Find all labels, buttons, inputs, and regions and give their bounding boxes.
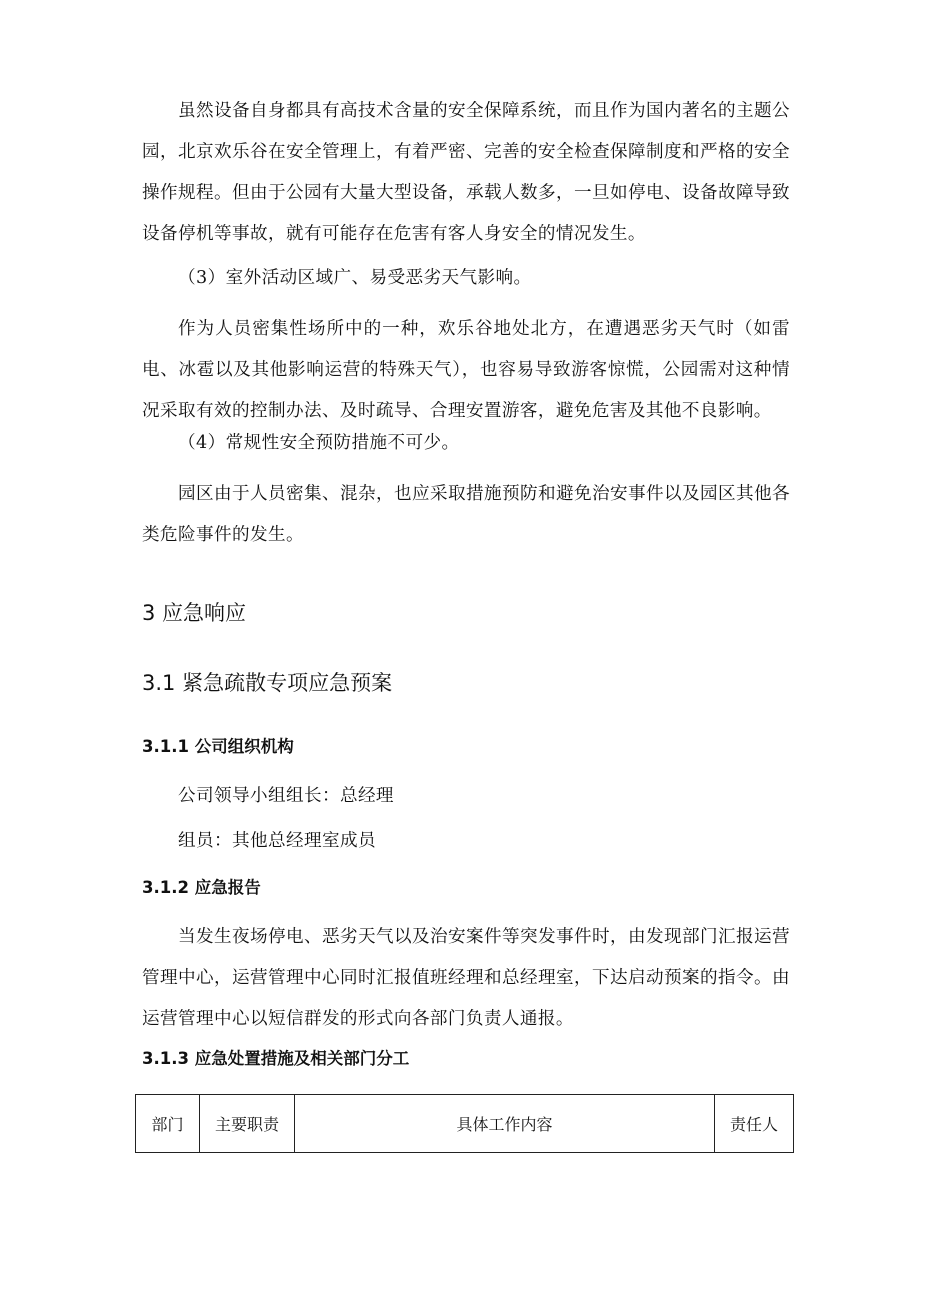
org-leader-line: 公司领导小组组长：总经理: [178, 786, 394, 806]
heading-emergency-response: 3 应急响应: [142, 601, 247, 625]
paragraph-emergency-report: 当发生夜场停电、恶劣天气以及治安案件等突发事件时，由发现部门汇报运营管理中心，运营管理中心同时汇报值班经理和总经理室，下达启动预案的指令。由运营管理中心以短信群发的形式向各部门负责人通报。: [142, 927, 790, 1029]
list-item-routine-safety: （4）常规性安全预防措施不可少。: [178, 433, 460, 453]
list-item-outdoor-weather: （3）室外活动区域广、易受恶劣天气影响。: [178, 268, 532, 288]
paragraph-equipment-safety: 虽然设备自身都具有高技术含量的安全保障系统，而且作为国内著名的主题公园，北京欢乐谷在安全管理上，有着严密、完善的安全检查保障制度和严格的安全操作规程。但由于公园有大量大型设备，承载人数多，一旦如停电、设备故障导致设备停机等事故，就有可能存在危害有客人身安全的情况发生。: [142, 101, 790, 244]
heading-organization: 3.1.1 公司组织机构: [142, 737, 294, 756]
paragraph-crowd-security: 园区由于人员密集、混杂，也应采取措施预防和避免治安事件以及园区其他各类危险事件的发生。: [142, 484, 790, 545]
table-header-row: [136, 1095, 794, 1153]
header-work-content: 具体工作内容: [295, 1095, 715, 1153]
heading-disposal-measures: 3.1.3 应急处置措施及相关部门分工: [142, 1049, 410, 1068]
heading-emergency-report: 3.1.2 应急报告: [142, 878, 261, 897]
paragraph-weather-impact: 作为人员密集性场所中的一种，欢乐谷地处北方，在遭遇恶劣天气时（如雷电、冰雹以及其他影响运营的特殊天气），也容易导致游客惊慌，公园需对这种情况采取有效的控制办法、及时疏导、合理安置游客，避免危害及其他不良影响。: [142, 319, 790, 421]
org-members-line: 组员：其他总经理室成员: [178, 831, 376, 851]
heading-evacuation-plan: 3.1 紧急疏散专项应急预案: [142, 671, 393, 695]
header-responsible-person: 责任人: [715, 1095, 794, 1153]
header-main-duties: 主要职责: [200, 1095, 295, 1153]
duties-table: [135, 1094, 794, 1153]
header-department: 部门: [136, 1095, 200, 1153]
